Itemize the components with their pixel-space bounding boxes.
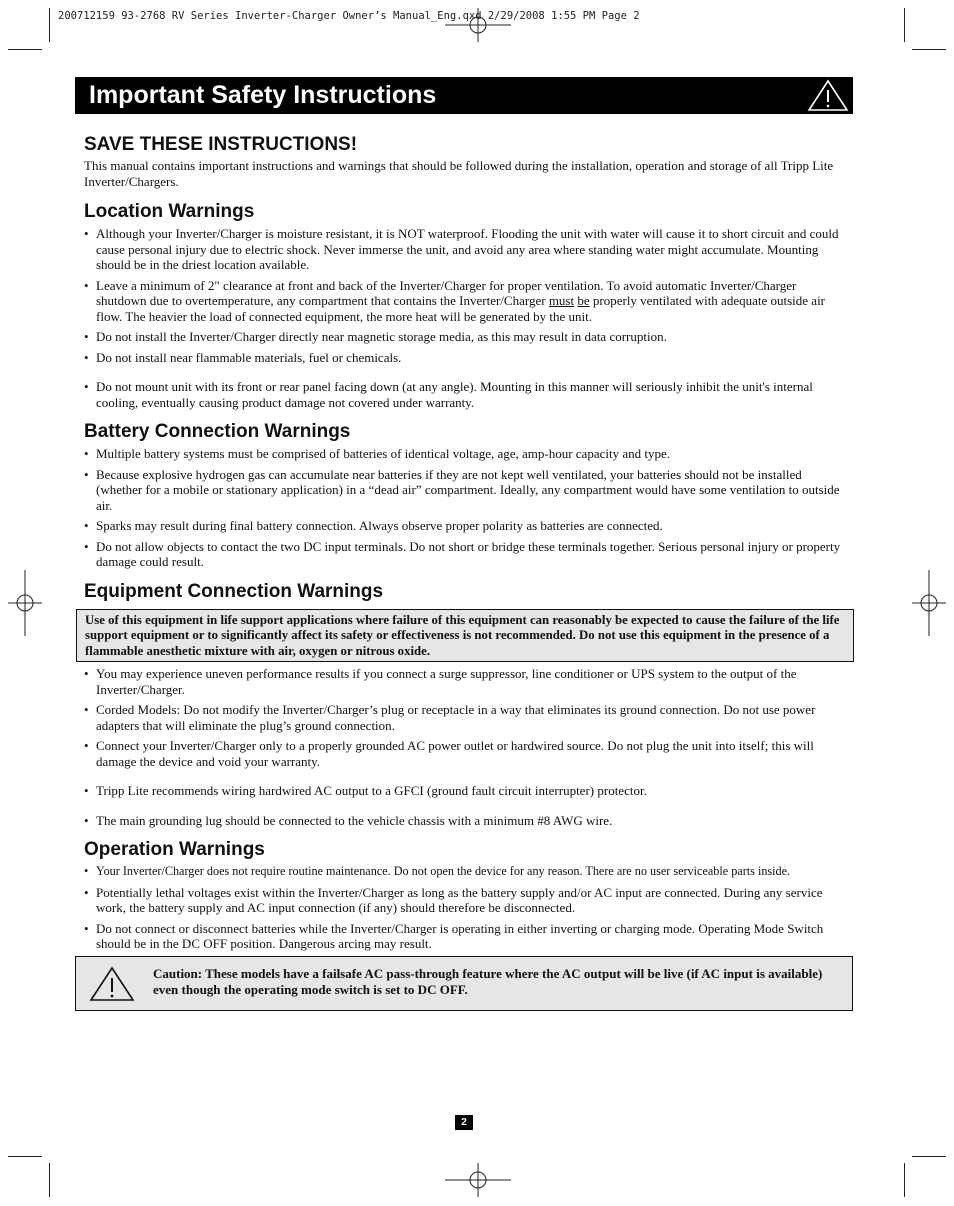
page-number: 2 — [455, 1115, 473, 1130]
registration-mark-top — [445, 8, 511, 42]
emphasis-must: must — [548, 293, 575, 308]
crop-mark — [912, 1156, 946, 1157]
list-item: • Do not install near flammable materials, fuel or chemicals. — [84, 350, 846, 366]
list-item: • Your Inverter/Charger does not require routine maintenance. Do not open the device for any reason. There are no user serviceable parts inside. — [84, 864, 846, 880]
list-item — [84, 278, 846, 325]
equipment-heading: Equipment Connection Warnings — [84, 580, 384, 602]
intro-paragraph: This manual contains important instructions and warnings that should be followed during the installation, operation and storage of all Tripp Lite Inverter/Chargers. — [84, 158, 834, 189]
list-item: • Tripp Lite recommends wiring hardwired AC output to a GFCI (ground fault circuit interrupter) protector. — [84, 783, 846, 799]
caution-box — [75, 956, 853, 1011]
crop-mark — [49, 1163, 50, 1197]
list-item: • Do not mount unit with its front or rear panel facing down (at any angle). Mounting in this manner will seriously inhibit the unit's internal cooling, eventually causing product damage not covered under warranty. — [84, 379, 846, 410]
caution-text: Caution: These models have a failsafe AC pass-through feature where the AC output will be live (if AC input is available) even though the operating mode switch is set to DC OFF. — [153, 966, 823, 997]
battery-list — [84, 446, 846, 570]
crop-mark — [8, 1156, 42, 1157]
crop-mark — [904, 1163, 905, 1197]
list-item: • Do not allow objects to contact the two DC input terminals. Do not short or bridge these terminals together. Serious personal injury or property damage could result. — [84, 539, 846, 570]
list-item: • Because explosive hydrogen gas can accumulate near batteries if they are not kept well ventilated, your batteries should not be installed (whether for a mobile or stationary application) in a “dead air” compartment. Ideally, any compartment would have some ventilation to outside air. — [84, 467, 846, 514]
registration-mark-bottom — [445, 1163, 511, 1197]
list-item: • Although your Inverter/Charger is moisture resistant, it is NOT waterproof. Flooding the unit with water will cause it to short circuit and could cause personal injury due to electric shock. Never immerse the unit, and avoid any area where standing water might accumulate. Mounting should be in the driest location available. — [84, 226, 846, 273]
title-bar — [75, 77, 853, 114]
warning-triangle-icon — [807, 79, 849, 112]
battery-heading: Battery Connection Warnings — [84, 421, 351, 442]
save-heading: SAVE THESE INSTRUCTIONS! — [84, 134, 358, 155]
registration-mark-left — [8, 570, 42, 636]
printer-slug: 200712159 93-2768 RV Series Inverter-Charger Owner’s Manual_Eng.qxd 2/29/2008 1:55 PM Page 2 — [58, 10, 640, 22]
list-item: • The main grounding lug should be connected to the vehicle chassis with a minimum #8 AWG wire. — [84, 813, 846, 829]
life-support-warning-box: Use of this equipment in life support applications where failure of this equipment can reasonably be expected to cause the failure of the life support equipment or to significantly affect its safety or effectiveness is not recommended. Do not use this equipment in the presence of a flammable anesthetic mixture with air, oxygen or nitrous oxide. — [76, 609, 854, 663]
list-item-text: Leave a minimum of 2" clearance at front and back of the Inverter/Charger for proper ventilation. To avoid automatic Inverter/Charger shutdown due to overtemperature, any compartment that contains the Inverter/Charger — [96, 277, 797, 308]
list-item: • Sparks may result during final battery connection. Always observe proper polarity as batteries are connected. — [84, 518, 846, 534]
list-item: • Corded Models: Do not modify the Inverter/Charger’s plug or receptacle in a way that eliminates its ground connection. Do not use power adapters that will eliminate the plug’s ground connection. — [84, 702, 846, 733]
list-item: • Do not install the Inverter/Charger directly near magnetic storage media, as this may result in data corruption. — [84, 329, 846, 345]
operation-list — [84, 864, 846, 952]
crop-mark — [912, 49, 946, 50]
equipment-list — [84, 666, 846, 828]
main-content — [84, 134, 846, 957]
emphasis-be: be — [577, 293, 590, 308]
list-item: • You may experience uneven performance results if you connect a surge suppressor, line conditioner or UPS system to the output of the Inverter/Charger. — [84, 666, 846, 697]
list-item: • Potentially lethal voltages exist within the Inverter/Charger as long as the battery supply and/or AC input are connected. During any service work, the battery supply and AC input connection (if any) should therefore be disconnected. — [84, 885, 846, 916]
list-item: • Multiple battery systems must be comprised of batteries of identical voltage, age, amp-hour capacity and type. — [84, 446, 846, 462]
list-item: • Do not connect or disconnect batteries while the Inverter/Charger is operating in either inverting or charging mode. Operating Mode Switch should be in the DC OFF position. Dangerous arcing may result. — [84, 921, 846, 952]
list-item: • Connect your Inverter/Charger only to a properly grounded AC power outlet or hardwired source. Do not plug the unit into itself; this will damage the device and void your warranty. — [84, 738, 846, 769]
location-heading: Location Warnings — [84, 201, 255, 222]
registration-mark-right — [912, 570, 946, 636]
page-title: Important Safety Instructions — [89, 81, 437, 109]
operation-heading: Operation Warnings — [84, 839, 265, 860]
crop-mark — [8, 49, 42, 50]
crop-mark — [904, 8, 905, 42]
crop-mark — [49, 8, 50, 42]
list-item-text: properly ventilated with adequate outside air flow. The heavier the load of connected equipment, the more heat will be generated by the unit. — [96, 293, 826, 324]
warning-triangle-icon — [89, 966, 135, 1002]
location-list — [84, 226, 846, 410]
